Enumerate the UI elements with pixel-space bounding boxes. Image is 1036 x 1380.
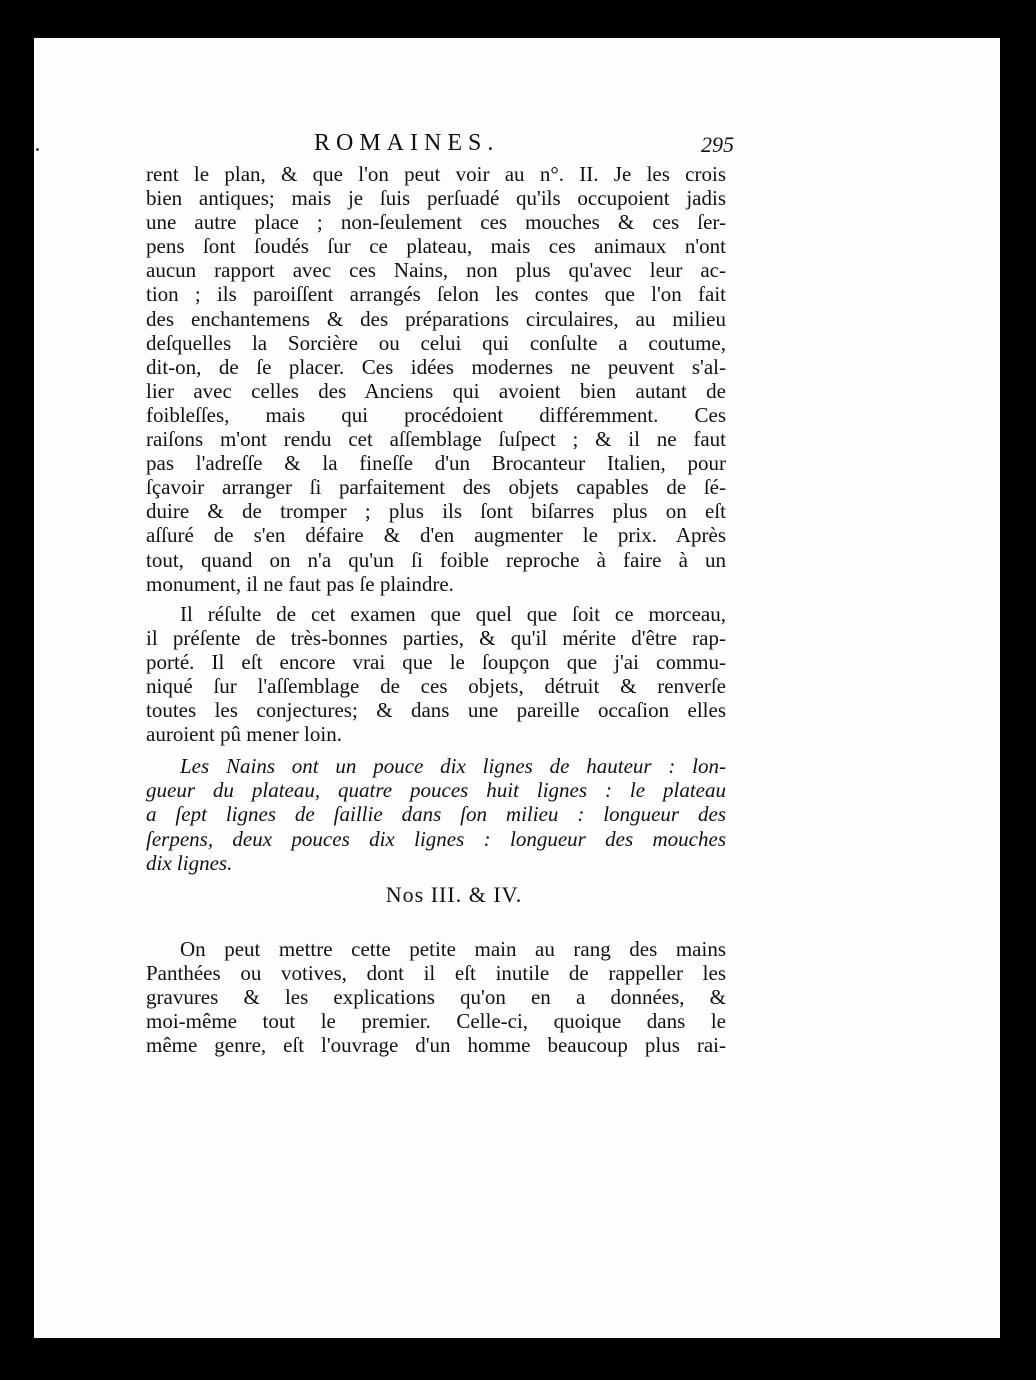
text-line: bien antiques; mais je ſuis perſuadé qu'ils occupoient jadis bbox=[146, 186, 726, 211]
text-line: auroient pû mener loin. bbox=[146, 722, 342, 747]
measurements-note bbox=[146, 754, 726, 874]
text-line: dit-on, de ſe placer. Ces idées modernes ne peuvent s'al- bbox=[146, 354, 726, 379]
text-line: monument, il ne faut pas ſe plaindre. bbox=[146, 571, 454, 596]
paragraph-1 bbox=[146, 162, 726, 596]
book-page bbox=[34, 38, 1000, 1338]
text-line: Les Nains ont un pouce dix lignes de hauteur : lon- bbox=[180, 754, 726, 779]
text-line: pas l'adreſſe & la fineſſe d'un Brocanteur Italien, pour bbox=[146, 451, 726, 476]
text-line: raiſons m'ont rendu cet aſſemblage ſuſpect ; & il ne faut bbox=[146, 427, 726, 452]
text-line: duire & de tromper ; plus ils ſont biſarres plus on eſt bbox=[146, 499, 726, 524]
text-line: même genre, eſt l'ouvrage d'un homme beaucoup plus rai- bbox=[146, 1033, 726, 1058]
text-line: des enchantemens & des préparations circulaires, au milieu bbox=[146, 306, 726, 331]
text-line: gueur du plateau, quatre pouces huit lignes : le plateau bbox=[146, 778, 726, 803]
text-block bbox=[146, 162, 726, 1057]
text-line: a ſept lignes de ſaillie dans ſon milieu : longueur des bbox=[146, 802, 726, 827]
page-number: 295 bbox=[701, 132, 734, 157]
margin-mark bbox=[36, 148, 39, 151]
text-line: niqué ſur l'aſſemblage de ces objets, détruit & renverſe bbox=[146, 673, 726, 698]
text-line: ſçavoir arranger ſi parfaitement des objets capables de ſé- bbox=[146, 475, 726, 500]
text-line: tion ; ils paroiſſent arrangés ſelon les contes que l'on fait bbox=[146, 282, 726, 307]
text-line: ſerpens, deux pouces dix lignes : longueur des mouches bbox=[146, 826, 726, 851]
text-line: tout, quand on n'a qu'un ſi foible reproche à faire à un bbox=[146, 547, 726, 572]
text-line: pens ſont ſoudés ſur ce plateau, mais ces animaux n'ont bbox=[146, 234, 726, 259]
text-line: Il réſulte de cet examen que quel que ſoit ce morceau, bbox=[180, 601, 726, 626]
text-line: aucun rapport avec ces Nains, non plus qu'avec leur ac- bbox=[146, 258, 726, 283]
text-line: gravures & les explications qu'on en a données, & bbox=[146, 985, 726, 1009]
running-title: ROMAINES. bbox=[314, 130, 500, 156]
text-line: rent le plan, & que l'on peut voir au n°. II. Je les crois bbox=[146, 162, 726, 186]
section-heading: Nos III. & IV. bbox=[385, 881, 523, 907]
text-line: une autre place ; non-ſeulement ces mouches & ces ſer- bbox=[146, 210, 726, 235]
paragraph-2 bbox=[146, 602, 726, 747]
page-header bbox=[146, 130, 734, 162]
text-line: deſquelles la Sorcière ou celui qui conſulte a coutume, bbox=[146, 330, 726, 355]
paragraph-3 bbox=[146, 937, 726, 1057]
text-line: aſſuré de s'en défaire & d'en augmenter le prix. Après bbox=[146, 523, 726, 548]
text-line: lier avec celles des Anciens qui avoient bien autant de bbox=[146, 378, 726, 403]
text-line: On peut mettre cette petite main au rang des mains bbox=[180, 936, 726, 961]
text-line: moi-même tout le premier. Celle-ci, quoique dans le bbox=[146, 1009, 726, 1034]
text-line: toutes les conjectures; & dans une pareille occaſion elles bbox=[146, 698, 726, 723]
text-line: dix lignes. bbox=[146, 850, 233, 875]
text-line: il préſente de très-bonnes parties, & qu'il mérite d'être rap- bbox=[146, 625, 726, 650]
text-line: foibleſſes, mais qui procédoient différemment. Ces bbox=[146, 402, 726, 427]
text-line: porté. Il eſt encore vrai que le ſoupçon que j'ai commu- bbox=[146, 649, 726, 674]
text-line: Panthées ou votives, dont il eſt inutile de rappeller les bbox=[146, 960, 726, 985]
